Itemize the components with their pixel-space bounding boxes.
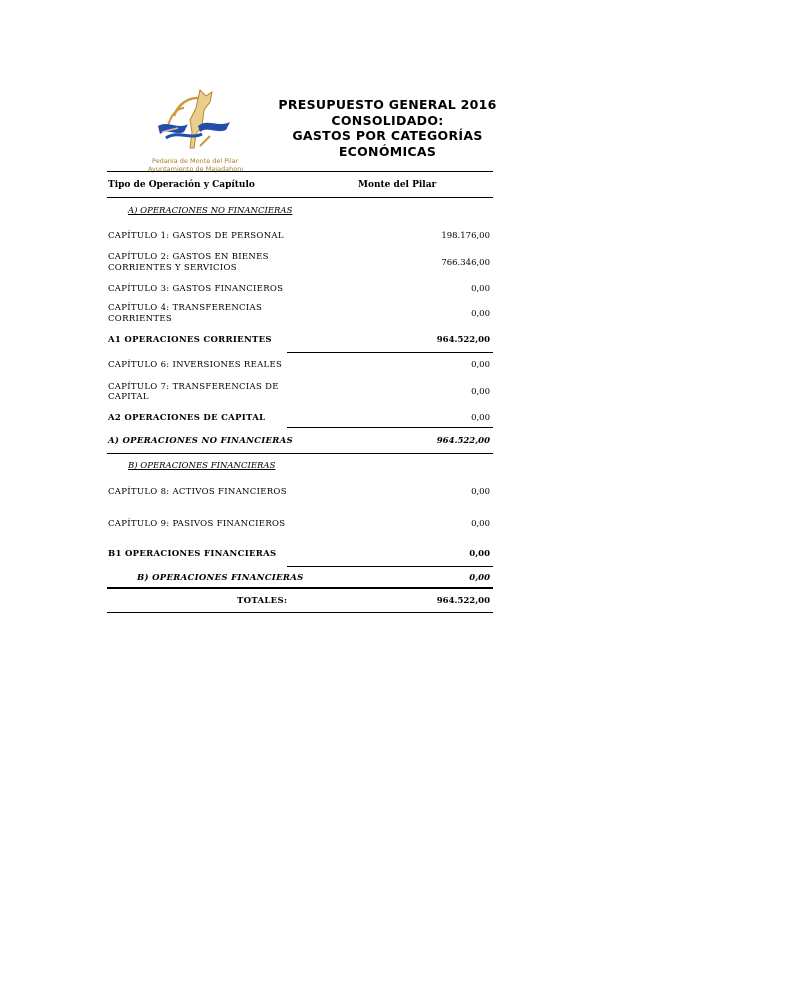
row-cap4-label-line1: CAPÍTULO 4: TRANSFERENCIAS xyxy=(108,303,263,313)
document-title xyxy=(270,97,505,159)
title-line-2: CONSOLIDADO: xyxy=(331,112,444,128)
column-header-value: Monte del Pilar xyxy=(358,180,437,190)
totals-bottom-rule xyxy=(107,612,493,613)
row-cap6-value: 0,00 xyxy=(471,360,490,370)
title-line-3: GASTOS POR CATEGORÍAS xyxy=(292,128,483,143)
logo-text-line1: Pedanía de Monte del Pilar xyxy=(152,157,239,165)
totals-top-rule xyxy=(107,587,493,589)
row-cap8-label: CAPÍTULO 8: ACTIVOS FINANCIEROS xyxy=(108,487,287,497)
row-a1-value: 964.522,00 xyxy=(436,335,490,345)
section-a-bottom-rule xyxy=(107,453,493,454)
totals-label: TOTALES: xyxy=(237,596,288,606)
header-bottom-rule xyxy=(107,197,493,198)
logo-text-line2: Ayuntamiento de Majadahonda xyxy=(148,165,243,173)
subtotal-a1-rule xyxy=(287,352,493,353)
row-cap7-label-line1: CAPÍTULO 7: TRANSFERENCIAS DE xyxy=(108,382,279,392)
row-cap8-value: 0,00 xyxy=(471,487,490,497)
row-b1-value: 0,00 xyxy=(469,549,490,559)
row-b-total-label: B) OPERACIONES FINANCIERAS xyxy=(137,573,304,583)
title-line-4: ECONÓMICAS xyxy=(338,143,437,159)
row-cap1-label: CAPÍTULO 1: GASTOS DE PERSONAL xyxy=(108,231,284,241)
row-cap7-value: 0,00 xyxy=(471,387,490,397)
row-cap9-label: CAPÍTULO 9: PASIVOS FINANCIEROS xyxy=(108,519,286,529)
row-cap3-value: 0,00 xyxy=(471,284,490,294)
row-cap7-label-line2: CAPITAL xyxy=(108,392,149,402)
logo-emblem-icon xyxy=(138,86,243,174)
row-a2-label: A2 OPERACIONES DE CAPITAL xyxy=(108,413,266,423)
subtotal-a2-rule xyxy=(287,427,493,428)
row-cap2-label-line2: CORRIENTES Y SERVICIOS xyxy=(108,263,237,273)
row-cap4-value: 0,00 xyxy=(471,309,490,319)
subtotal-b1-rule xyxy=(287,566,493,567)
row-cap4-label-line2: CORRIENTES xyxy=(108,314,172,324)
column-header-type: Tipo de Operación y Capítulo xyxy=(108,180,255,190)
section-a-heading: A) OPERACIONES NO FINANCIERAS xyxy=(128,206,293,216)
totals-value: 964.522,00 xyxy=(436,596,490,606)
row-cap2-label-line1: CAPÍTULO 2: GASTOS EN BIENES xyxy=(108,252,269,262)
row-cap2-value: 766.346,00 xyxy=(441,258,490,268)
row-a-total-value: 964.522,00 xyxy=(436,436,490,446)
row-a1-label: A1 OPERACIONES CORRIENTES xyxy=(108,335,272,345)
row-cap3-label: CAPÍTULO 3: GASTOS FINANCIEROS xyxy=(108,284,284,294)
row-cap6-label: CAPÍTULO 6: INVERSIONES REALES xyxy=(108,360,283,370)
title-line-1: PRESUPUESTO GENERAL 2016 xyxy=(278,97,497,112)
row-cap1-value: 198.176,00 xyxy=(441,231,490,241)
section-b-heading: B) OPERACIONES FINANCIERAS xyxy=(128,461,276,471)
organization-logo xyxy=(138,86,243,174)
row-a2-value: 0,00 xyxy=(471,413,490,423)
row-b-total-value: 0,00 xyxy=(469,573,490,583)
table-top-rule xyxy=(107,171,493,172)
row-b1-label: B1 OPERACIONES FINANCIERAS xyxy=(108,549,277,559)
row-a-total-label: A) OPERACIONES NO FINANCIERAS xyxy=(108,436,293,446)
row-cap9-value: 0,00 xyxy=(471,519,490,529)
